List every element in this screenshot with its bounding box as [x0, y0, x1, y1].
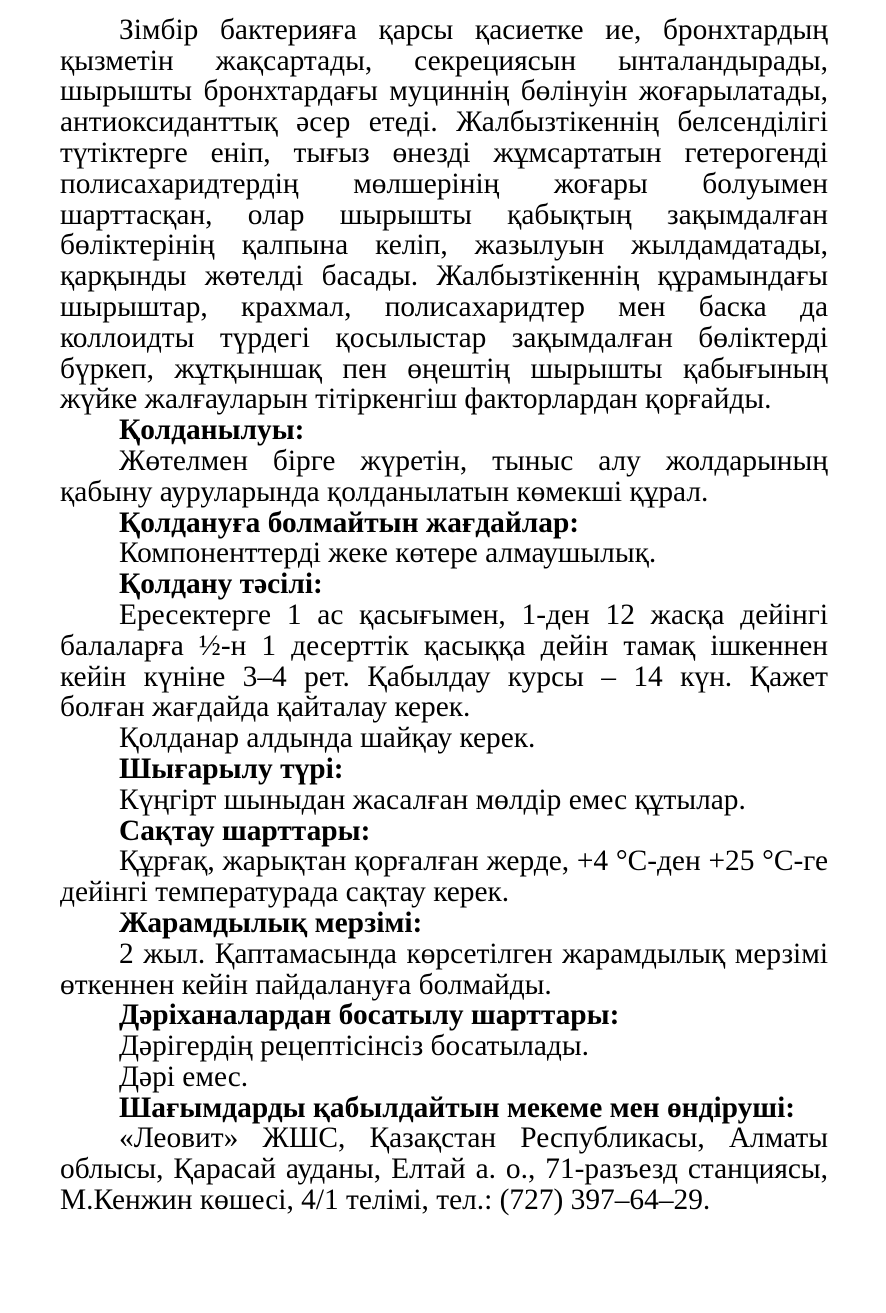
section-heading-dispensing: Дәріханалардан босатылу шарттары: — [119, 999, 620, 1032]
section-heading-manufacturer: Шағымдарды қабылдайтын мекеме мен өндіруші: — [119, 1091, 796, 1124]
section-heading-contraindications: Қолдануға болмайтын жағдайлар: — [119, 506, 580, 539]
section-text-manufacturer: «Леовит» ЖШС, Қазақстан Республикасы, Алматы облысы, Қарасай ауданы, Елтай а. о., 71-разъезд станциясы, М.Кенжин көшесі, 4/1 телімі, тел.: (727) 397–64–29. — [60, 1122, 828, 1217]
section-heading-release-form: Шығарылу түрі: — [119, 752, 344, 785]
document-page — [60, 0, 828, 1216]
cropped-previous-line — [60, 0, 828, 15]
intro-paragraph: Зімбір бактерияға қарсы қасиетке ие, бронхтардың қызметін жақсартады, секрециясын ынталандырады, шырышты бронхтардағы муциннің бөлінуін жоғарылатады, антиоксиданттық әсер етеді. Жалбызтікеннің белсенділігі түтіктерге еніп, тығыз өнезді жұмсартатын гетерогенді полисахаридтердің мөлшерінің жоғары болуымен шарттасқан, олар шырышты қабықтың зақымдалған бөліктерінің қалпына келіп, жазылуын жылдамдатады, қарқынды жөтелді басады. Жалбызтікеннің құрамындағы шырыштар, крахмал, полисахаридтер мен баска да коллоидты түрдегі қосылыстар зақымдалған бөліктерді бүркеп, жұтқыншақ пен өңештің шырышты қабығының жүйке жалғауларын тітіркенгіш факторлардан қорғайды. — [60, 13, 828, 416]
section-heading-storage: Сақтау шарттары: — [119, 814, 371, 847]
section-text-method-dosage: Ересектерге 1 ас қасығымен, 1-ден 12 жасқа дейінгі балаларға ½-н 1 десерттік қасыққа дейін тамақ ішкеннен кейін күніне 3–4 рет. Қабылдау курсы – 14 күн. Қажет болған жағдайда қайталау керек. — [60, 598, 828, 724]
section-text-storage: Құрғақ, жарықтан қорғалған жерде, +4 °С-ден +25 °С-ге дейінгі температурада сақтау керек. — [60, 845, 828, 909]
section-text-method-shake: Қолданар алдында шайқау керек. — [119, 722, 536, 755]
section-text-release-form: Күңгірт шыныдан жасалған мөлдір емес құтылар. — [119, 783, 746, 816]
section-text-dispensing-prescription: Дәрігердің рецептісінсіз босатылады. — [119, 1030, 589, 1063]
section-heading-usage: Қолданылуы: — [119, 414, 305, 447]
section-heading-shelf-life: Жарамдылық мерзімі: — [119, 906, 423, 939]
section-heading-method: Қолдану тәсілі: — [119, 568, 323, 601]
section-text-usage: Жөтелмен бірге жүретін, тыныс алу жолдарының қабыну ауруларында қолданылатын көмекші құрал. — [60, 444, 828, 508]
section-text-dispensing-not-drug: Дәрі емес. — [119, 1060, 249, 1093]
section-text-contraindications: Компоненттерді жеке көтере алмаушылық. — [119, 537, 657, 570]
section-text-shelf-life: 2 жыл. Қаптамасында көрсетілген жарамдылық мерзімі өткеннен кейін пайдалануға болмайды. — [60, 937, 828, 1001]
